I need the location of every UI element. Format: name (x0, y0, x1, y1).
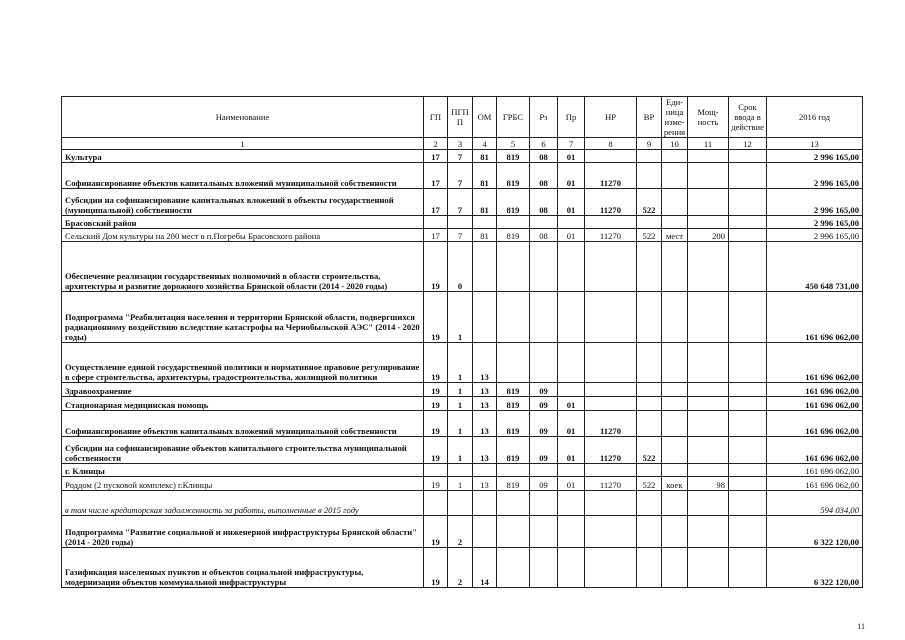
cell-cap (688, 397, 729, 411)
cell-gp: 19 (424, 343, 448, 383)
cell-amount: 161 696 062,00 (767, 397, 863, 411)
cell-om (473, 516, 497, 548)
cell-pr (558, 464, 585, 477)
cell-gp: 17 (424, 229, 448, 242)
cell-pgp: 1 (448, 343, 473, 383)
col-number: 13 (767, 138, 863, 150)
header-vr: ВР (637, 97, 662, 138)
col-number: 3 (448, 138, 473, 150)
cell-grbs (497, 292, 530, 343)
cell-rz (530, 216, 558, 229)
cell-om (473, 216, 497, 229)
cell-amount: 161 696 062,00 (767, 437, 863, 464)
cell-rz (530, 516, 558, 548)
cell-gp: 17 (424, 189, 448, 216)
cell-gp (424, 464, 448, 477)
cell-rz (530, 242, 558, 292)
cell-amount: 6 322 120,00 (767, 516, 863, 548)
cell-gp: 19 (424, 292, 448, 343)
cell-nr (585, 150, 637, 163)
cell-om: 81 (473, 150, 497, 163)
cell-vr (637, 150, 662, 163)
cell-grbs (497, 216, 530, 229)
table-row (62, 150, 863, 163)
cell-cap (688, 411, 729, 437)
cell-rz: 09 (530, 383, 558, 397)
row-name: Сельский Дом культуры на 200 мест в п.Погребы Брасовского района (62, 229, 424, 242)
cell-cap (688, 343, 729, 383)
cell-nr (585, 343, 637, 383)
cell-gp: 17 (424, 150, 448, 163)
cell-om (473, 242, 497, 292)
cell-term (729, 516, 767, 548)
cell-om: 13 (473, 343, 497, 383)
row-name: Софинансирование объектов капитальных вложений муниципальной собственности (62, 163, 424, 189)
cell-cap (688, 491, 729, 516)
cell-gp: 17 (424, 163, 448, 189)
header-nr: НР (585, 97, 637, 138)
table-row (62, 343, 863, 383)
cell-term (729, 229, 767, 242)
col-number: 2 (424, 138, 448, 150)
cell-unit (662, 491, 688, 516)
cell-vr (637, 292, 662, 343)
cell-rz: 08 (530, 150, 558, 163)
cell-om: 81 (473, 163, 497, 189)
cell-vr (637, 216, 662, 229)
row-name: в том числе кредиторская задолженность за работы, выполненные в 2015 году (62, 491, 424, 516)
table-row (62, 411, 863, 437)
cell-cap (688, 548, 729, 588)
header-grbs: ГРБС (497, 97, 530, 138)
cell-unit (662, 189, 688, 216)
cell-vr: 522 (637, 189, 662, 216)
cell-amount: 161 696 062,00 (767, 477, 863, 491)
cell-vr: 522 (637, 477, 662, 491)
cell-gp: 19 (424, 397, 448, 411)
cell-pr: 01 (558, 189, 585, 216)
cell-term (729, 437, 767, 464)
cell-grbs (497, 242, 530, 292)
cell-term (729, 397, 767, 411)
table-row (62, 397, 863, 411)
cell-gp (424, 491, 448, 516)
cell-nr (585, 464, 637, 477)
cell-grbs: 819 (497, 189, 530, 216)
col-number: 11 (688, 138, 729, 150)
cell-term (729, 163, 767, 189)
cell-pr (558, 343, 585, 383)
cell-rz: 08 (530, 163, 558, 189)
cell-unit (662, 516, 688, 548)
cell-pr: 01 (558, 437, 585, 464)
cell-pr: 01 (558, 229, 585, 242)
row-name: Субсидии на софинансирование объектов капитального строительства муниципальной собственности (62, 437, 424, 464)
cell-cap: 200 (688, 229, 729, 242)
cell-pgp: 1 (448, 397, 473, 411)
cell-grbs: 819 (497, 383, 530, 397)
cell-cap (688, 383, 729, 397)
table-row (62, 491, 863, 516)
cell-term (729, 477, 767, 491)
cell-pgp: 2 (448, 548, 473, 588)
table-row (62, 229, 863, 242)
row-name: Брасовский район (62, 216, 424, 229)
header-rz: Рз (530, 97, 558, 138)
cell-pr (558, 292, 585, 343)
cell-gp: 19 (424, 411, 448, 437)
table-row (62, 163, 863, 189)
cell-gp: 19 (424, 242, 448, 292)
cell-pgp: 7 (448, 229, 473, 242)
cell-amount: 2 996 165,00 (767, 229, 863, 242)
cell-amount: 2 996 165,00 (767, 189, 863, 216)
table-row (62, 242, 863, 292)
cell-grbs: 819 (497, 163, 530, 189)
page-number: 11 (857, 622, 865, 631)
cell-nr (585, 516, 637, 548)
cell-grbs: 819 (497, 477, 530, 491)
row-name: Культура (62, 150, 424, 163)
cell-vr (637, 411, 662, 437)
col-number: 12 (729, 138, 767, 150)
cell-nr (585, 548, 637, 588)
cell-rz (530, 464, 558, 477)
table-row (62, 464, 863, 477)
cell-gp: 19 (424, 516, 448, 548)
cell-vr: 522 (637, 437, 662, 464)
cell-cap (688, 216, 729, 229)
cell-rz: 09 (530, 437, 558, 464)
cell-term (729, 150, 767, 163)
cell-vr (637, 516, 662, 548)
cell-pr: 01 (558, 163, 585, 189)
cell-pr (558, 491, 585, 516)
cell-pgp: 0 (448, 242, 473, 292)
cell-term (729, 491, 767, 516)
cell-amount: 6 322 120,00 (767, 548, 863, 588)
cell-rz (530, 292, 558, 343)
cell-amount: 2 996 165,00 (767, 163, 863, 189)
cell-vr (637, 491, 662, 516)
cell-nr: 11270 (585, 411, 637, 437)
cell-pgp: 7 (448, 163, 473, 189)
cell-vr (637, 343, 662, 383)
cell-unit (662, 464, 688, 477)
cell-om: 13 (473, 477, 497, 491)
cell-unit (662, 548, 688, 588)
cell-gp: 19 (424, 477, 448, 491)
header-pr: Пр (558, 97, 585, 138)
cell-unit (662, 343, 688, 383)
cell-om: 14 (473, 548, 497, 588)
cell-om: 13 (473, 383, 497, 397)
cell-term (729, 242, 767, 292)
cell-vr (637, 383, 662, 397)
cell-gp: 19 (424, 383, 448, 397)
cell-cap (688, 437, 729, 464)
table-row (62, 516, 863, 548)
cell-om: 81 (473, 229, 497, 242)
cell-gp: 19 (424, 437, 448, 464)
header-gp: ГП (424, 97, 448, 138)
cell-pr: 01 (558, 411, 585, 437)
cell-grbs (497, 343, 530, 383)
cell-pgp (448, 216, 473, 229)
budget-table (61, 96, 863, 588)
cell-unit: мест (662, 229, 688, 242)
cell-om: 81 (473, 189, 497, 216)
cell-amount: 161 696 062,00 (767, 343, 863, 383)
table-row (62, 477, 863, 491)
cell-pgp (448, 491, 473, 516)
cell-cap (688, 464, 729, 477)
cell-nr (585, 397, 637, 411)
cell-vr (637, 548, 662, 588)
cell-amount: 161 696 062,00 (767, 292, 863, 343)
col-number: 9 (637, 138, 662, 150)
cell-amount: 594 034,00 (767, 491, 863, 516)
cell-pr (558, 516, 585, 548)
cell-nr: 11270 (585, 189, 637, 216)
cell-grbs: 819 (497, 397, 530, 411)
cell-nr (585, 383, 637, 397)
table-row (62, 216, 863, 229)
cell-cap: 98 (688, 477, 729, 491)
cell-grbs (497, 491, 530, 516)
cell-unit (662, 292, 688, 343)
row-name: Софинансирование объектов капитальных вложений муниципальной собственности (62, 411, 424, 437)
cell-grbs (497, 464, 530, 477)
cell-term (729, 464, 767, 477)
cell-om (473, 491, 497, 516)
cell-pr (558, 383, 585, 397)
table-row (62, 437, 863, 464)
cell-nr (585, 292, 637, 343)
cell-unit (662, 216, 688, 229)
col-number: 5 (497, 138, 530, 150)
header-unit: Еди- ница изме- рения (662, 97, 688, 138)
cell-unit (662, 437, 688, 464)
cell-cap (688, 189, 729, 216)
cell-rz (530, 491, 558, 516)
cell-rz (530, 343, 558, 383)
cell-amount: 161 696 062,00 (767, 464, 863, 477)
col-number: 8 (585, 138, 637, 150)
row-name: Субсидии на софинансирование капитальных вложений в объекты государственной (муниципальной) собственности (62, 189, 424, 216)
cell-nr (585, 216, 637, 229)
cell-nr: 11270 (585, 477, 637, 491)
cell-rz: 08 (530, 229, 558, 242)
cell-pgp: 2 (448, 516, 473, 548)
cell-term (729, 343, 767, 383)
cell-pgp: 1 (448, 292, 473, 343)
cell-unit (662, 163, 688, 189)
cell-pr: 01 (558, 397, 585, 411)
cell-nr (585, 491, 637, 516)
cell-gp: 19 (424, 548, 448, 588)
cell-om (473, 292, 497, 343)
cell-cap (688, 292, 729, 343)
cell-vr (637, 397, 662, 411)
cell-unit: коек (662, 477, 688, 491)
header-name: Наименование (62, 97, 424, 138)
row-name: Осуществление единой государственной политики и нормативное правовое регулирование в сфере строительства, архитектуры, градостроительства, жилищной политики (62, 343, 424, 383)
cell-amount: 161 696 062,00 (767, 383, 863, 397)
cell-om (473, 464, 497, 477)
cell-pr: 01 (558, 150, 585, 163)
row-name: Обеспечение реализации государственных полномочий в области строительства, архитектуры и развитие дорожного хозяйства Брянской области (2014 - 2020 годы) (62, 242, 424, 292)
cell-pgp (448, 464, 473, 477)
cell-term (729, 383, 767, 397)
cell-unit (662, 150, 688, 163)
header-om: ОМ (473, 97, 497, 138)
cell-cap (688, 242, 729, 292)
cell-vr (637, 464, 662, 477)
table-row (62, 292, 863, 343)
cell-grbs: 819 (497, 411, 530, 437)
cell-rz: 08 (530, 189, 558, 216)
cell-cap (688, 150, 729, 163)
header-capacity: Мощ- ность (688, 97, 729, 138)
cell-rz: 09 (530, 411, 558, 437)
cell-cap (688, 163, 729, 189)
cell-rz (530, 548, 558, 588)
cell-term (729, 411, 767, 437)
col-number: 1 (62, 138, 424, 150)
cell-unit (662, 397, 688, 411)
cell-term (729, 189, 767, 216)
cell-pr (558, 548, 585, 588)
cell-pgp: 1 (448, 411, 473, 437)
cell-term (729, 548, 767, 588)
cell-term (729, 292, 767, 343)
cell-pgp: 1 (448, 477, 473, 491)
row-name: Здравоохранение (62, 383, 424, 397)
row-name: Стационарная медицинская помощь (62, 397, 424, 411)
cell-grbs: 819 (497, 150, 530, 163)
cell-om: 13 (473, 411, 497, 437)
cell-grbs (497, 516, 530, 548)
cell-amount: 2 996 165,00 (767, 150, 863, 163)
column-number-row (62, 138, 863, 150)
row-name: г. Клинцы (62, 464, 424, 477)
header-row (62, 97, 863, 138)
cell-vr (637, 242, 662, 292)
row-name: Подпрограмма "Реабилитация населения и территории Брянской области, подвергшихся радиационному воздействию вследствие катастрофы на Чернобыльской АЭС" (2014 - 2020 годы) (62, 292, 424, 343)
cell-pgp: 7 (448, 189, 473, 216)
cell-unit (662, 383, 688, 397)
cell-pgp: 1 (448, 383, 473, 397)
cell-unit (662, 242, 688, 292)
table-row (62, 383, 863, 397)
col-number: 10 (662, 138, 688, 150)
cell-grbs: 819 (497, 229, 530, 242)
col-number: 6 (530, 138, 558, 150)
cell-vr (637, 163, 662, 189)
cell-vr: 522 (637, 229, 662, 242)
cell-om: 13 (473, 437, 497, 464)
cell-grbs: 819 (497, 437, 530, 464)
cell-pgp: 1 (448, 437, 473, 464)
cell-pr: 01 (558, 477, 585, 491)
row-name: Роддом (2 пусковой комплекс) г.Клинцы (62, 477, 424, 491)
table-row (62, 548, 863, 588)
header-pgp: ПГП П (448, 97, 473, 138)
cell-gp (424, 216, 448, 229)
cell-nr: 11270 (585, 163, 637, 189)
cell-amount: 450 648 731,00 (767, 242, 863, 292)
cell-nr: 11270 (585, 437, 637, 464)
cell-rz: 09 (530, 397, 558, 411)
cell-pgp: 7 (448, 150, 473, 163)
cell-pr (558, 216, 585, 229)
cell-nr: 11270 (585, 229, 637, 242)
cell-grbs (497, 548, 530, 588)
cell-term (729, 216, 767, 229)
cell-rz: 09 (530, 477, 558, 491)
cell-om: 13 (473, 397, 497, 411)
cell-pr (558, 242, 585, 292)
row-name: Подпрограмма "Развитие социальной и инженерной инфраструктуры Брянской области" (2014 - 2020 годы) (62, 516, 424, 548)
row-name: Газификация населенных пунктов и объектов социальной инфраструктуры, модернизация объектов коммунальной инфраструктуры (62, 548, 424, 588)
col-number: 7 (558, 138, 585, 150)
col-number: 4 (473, 138, 497, 150)
header-year: 2016 год (767, 97, 863, 138)
cell-amount: 161 696 062,00 (767, 411, 863, 437)
cell-cap (688, 516, 729, 548)
cell-nr (585, 242, 637, 292)
cell-amount: 2 996 165,00 (767, 216, 863, 229)
cell-unit (662, 411, 688, 437)
header-term: Срок ввода в действие (729, 97, 767, 138)
table-row (62, 189, 863, 216)
